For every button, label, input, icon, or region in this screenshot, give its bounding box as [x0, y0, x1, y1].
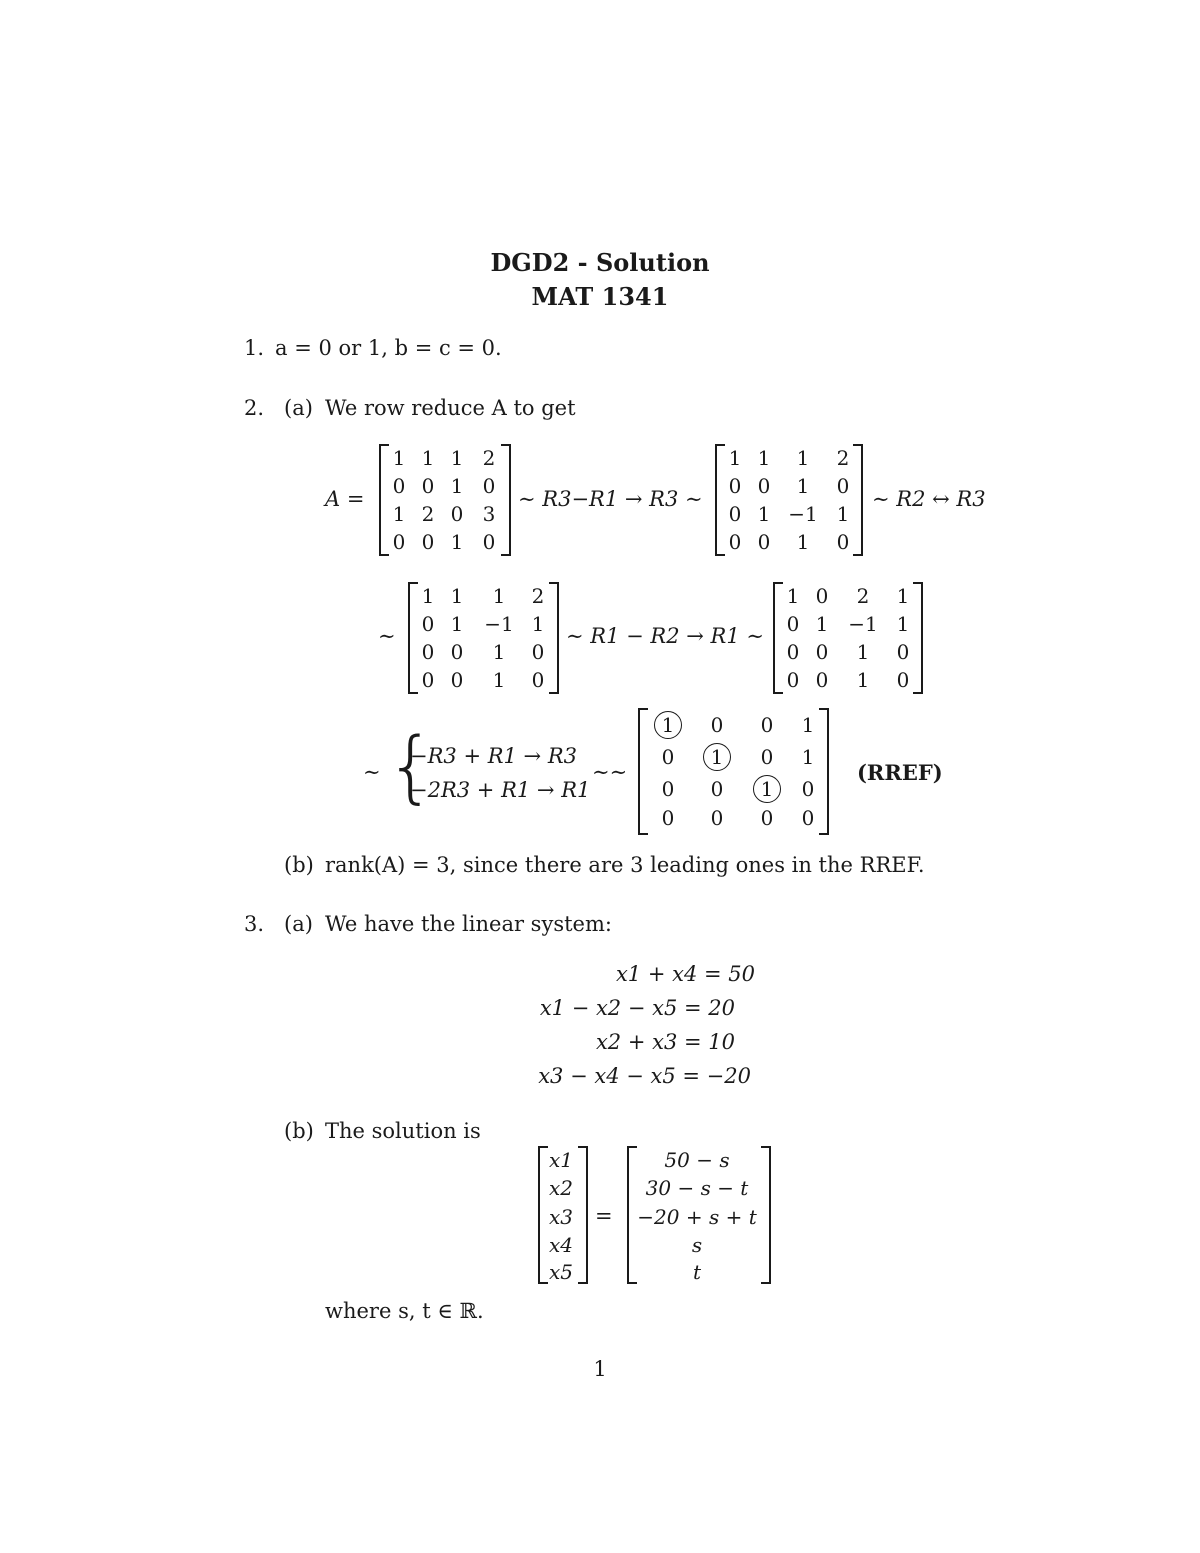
matrix-cell: 1 [836, 502, 850, 526]
matrix-cell: −1 [788, 502, 818, 526]
matrix-cell: 0 [836, 474, 850, 498]
equation-2: x1 − x2 − x5 = 20 [539, 996, 735, 1020]
tilde-operator: ∼ [378, 624, 396, 648]
matrix-cell: 1 [815, 612, 829, 636]
matrix-cell: 0 [661, 745, 675, 769]
matrix-cell: 1 [654, 711, 682, 739]
q3a-text: We have the linear system: [325, 912, 612, 936]
matrix-cell: 1 [896, 584, 910, 608]
matrix-cell: 1 [392, 502, 406, 526]
matrix-step-1 [715, 444, 863, 556]
matrix-cell: 1 [492, 640, 506, 664]
tilde-operator-2: ∼ [363, 760, 381, 784]
matrix-cell: 1 [856, 640, 870, 664]
vector-variable: x2 [548, 1176, 574, 1200]
matrix-a [379, 444, 511, 556]
matrix-cell: −1 [848, 612, 878, 636]
matrix-cell: 0 [710, 713, 724, 737]
row-op-3: ∼ R1 − R2 → R1 ∼ [566, 624, 764, 648]
matrix-cell: 0 [786, 612, 800, 636]
equals-sign: = [595, 1204, 613, 1228]
matrix-cell: 2 [836, 446, 850, 470]
matrix-cell: 0 [760, 713, 774, 737]
matrix-cell: 1 [450, 446, 464, 470]
matrix-cell: 1 [896, 612, 910, 636]
vector-variable: x5 [548, 1260, 574, 1284]
matrix-cell: 0 [421, 640, 435, 664]
matrix-cell: 0 [896, 640, 910, 664]
page-number: 1 [593, 1357, 607, 1381]
matrix-cell: 0 [661, 777, 675, 801]
matrix-cell: 1 [703, 743, 731, 771]
matrix-cell: 0 [760, 806, 774, 830]
matrix-cell: 0 [786, 668, 800, 692]
matrix-cell: 0 [710, 777, 724, 801]
q2a-text: We row reduce A to get [325, 396, 576, 420]
vector-variable: x4 [548, 1233, 574, 1257]
vector-variable: x1 [548, 1148, 574, 1172]
system-op-1: −R3 + R1 → R3 [410, 744, 578, 768]
matrix-rref [638, 708, 829, 835]
matrix-step-3 [773, 582, 923, 694]
matrix-cell: 0 [728, 474, 742, 498]
matrix-cell: 2 [856, 584, 870, 608]
matrix-cell: 0 [801, 777, 815, 801]
q2b-label: (b) [284, 853, 314, 877]
matrix-cell: 1 [796, 446, 810, 470]
matrix-cell: 0 [421, 474, 435, 498]
row-op-1: ∼ R3−R1 → R3 ∼ [518, 487, 703, 511]
matrix-cell: 1 [421, 584, 435, 608]
matrix-cell: 1 [796, 530, 810, 554]
matrix-cell: 0 [786, 640, 800, 664]
matrix-cell: 1 [796, 474, 810, 498]
q1-number: 1. [244, 336, 265, 360]
matrix-cell: 0 [728, 530, 742, 554]
matrix-cell: 1 [450, 612, 464, 636]
matrix-cell: 0 [815, 584, 829, 608]
matrix-cell: 0 [531, 668, 545, 692]
rref-label: (RREF) [857, 760, 943, 785]
matrix-cell: 1 [392, 446, 406, 470]
matrix-cell: 1 [531, 612, 545, 636]
matrix-cell: 0 [392, 474, 406, 498]
double-tilde: ∼∼ [592, 760, 628, 784]
matrix-cell: −1 [484, 612, 514, 636]
solution-vector [627, 1146, 771, 1284]
q1-answer: a = 0 or 1, b = c = 0. [275, 336, 502, 360]
parameter-note: where s, t ∈ ℝ. [325, 1299, 484, 1323]
matrix-cell: 1 [801, 745, 815, 769]
matrix-cell: 0 [531, 640, 545, 664]
course-code: MAT 1341 [531, 282, 669, 311]
vector-solution-entry: 50 − s [664, 1148, 730, 1172]
matrix-step-2 [408, 582, 559, 694]
matrix-cell: 0 [815, 668, 829, 692]
matrix-cell: 0 [728, 502, 742, 526]
matrix-cell: 0 [710, 806, 724, 830]
vector-solution-entry: s [691, 1233, 703, 1257]
vector-solution-entry: t [692, 1260, 702, 1284]
equation-4: x3 − x4 − x5 = −20 [538, 1064, 751, 1088]
q3b-label: (b) [284, 1119, 314, 1143]
matrix-cell: 2 [531, 584, 545, 608]
vector-solution-entry: −20 + s + t [637, 1205, 757, 1229]
matrix-cell: 1 [757, 446, 771, 470]
matrix-cell: 1 [856, 668, 870, 692]
matrix-cell: 0 [760, 745, 774, 769]
equation-1: x1 + x4 = 50 [615, 962, 755, 986]
row-op-2: ∼ R2 ↔ R3 [872, 487, 986, 511]
q2b-text: rank(A) = 3, since there are 3 leading ones in the RREF. [325, 853, 925, 877]
equation-3: x2 + x3 = 10 [595, 1030, 735, 1054]
matrix-cell: 0 [450, 640, 464, 664]
matrix-cell: 1 [421, 446, 435, 470]
variable-vector [538, 1146, 588, 1284]
system-op-2: −2R3 + R1 → R1 [410, 778, 591, 802]
matrix-cell: 0 [801, 806, 815, 830]
matrix-cell: 0 [421, 530, 435, 554]
matrix-cell: 0 [896, 668, 910, 692]
q3a-label: (a) [284, 912, 313, 936]
matrix-a-lhs: A = [325, 487, 365, 511]
matrix-cell: 0 [392, 530, 406, 554]
matrix-cell: 0 [482, 530, 496, 554]
matrix-cell: 0 [661, 806, 675, 830]
q2a-label: (a) [284, 396, 313, 420]
matrix-cell: 1 [757, 502, 771, 526]
matrix-cell: 0 [757, 474, 771, 498]
matrix-cell: 1 [450, 530, 464, 554]
matrix-cell: 1 [450, 474, 464, 498]
document-title: DGD2 - Solution [490, 248, 710, 277]
matrix-cell: 0 [421, 612, 435, 636]
matrix-cell: 1 [753, 775, 781, 803]
matrix-cell: 0 [836, 530, 850, 554]
matrix-cell: 1 [786, 584, 800, 608]
matrix-cell: 2 [421, 502, 435, 526]
matrix-cell: 0 [421, 668, 435, 692]
matrix-cell: 0 [450, 502, 464, 526]
matrix-cell: 3 [482, 502, 496, 526]
matrix-cell: 0 [757, 530, 771, 554]
matrix-cell: 1 [450, 584, 464, 608]
vector-variable: x3 [548, 1205, 574, 1229]
matrix-cell: 1 [492, 668, 506, 692]
vector-solution-entry: 30 − s − t [645, 1176, 749, 1200]
matrix-cell: 0 [450, 668, 464, 692]
matrix-cell: 0 [815, 640, 829, 664]
matrix-cell: 0 [482, 474, 496, 498]
matrix-cell: 1 [492, 584, 506, 608]
matrix-cell: 2 [482, 446, 496, 470]
matrix-cell: 1 [801, 713, 815, 737]
matrix-cell: 1 [728, 446, 742, 470]
q2-number: 2. [244, 396, 265, 420]
left-brace: { [386, 722, 436, 812]
q3b-text: The solution is [325, 1119, 481, 1143]
q3-number: 3. [244, 912, 265, 936]
